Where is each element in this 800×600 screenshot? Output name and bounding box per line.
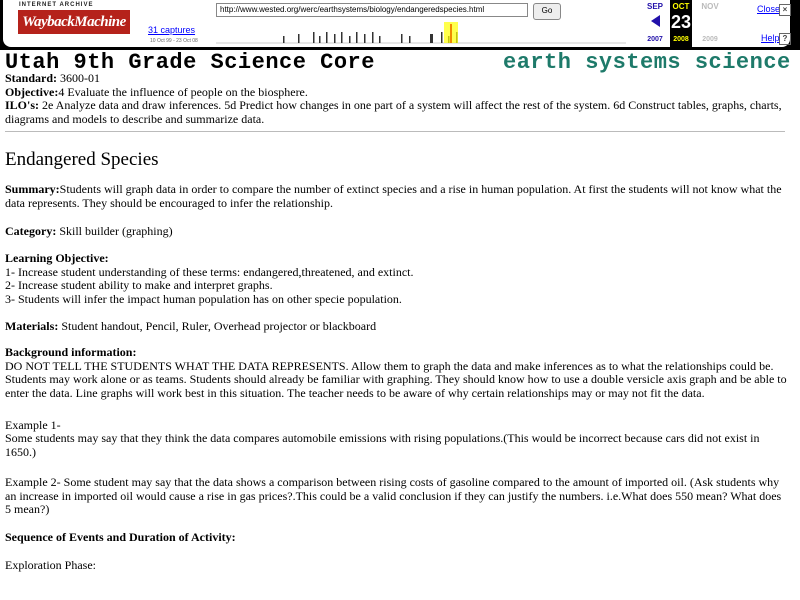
- category-label: Category:: [5, 223, 57, 238]
- learning-item: 3- Students will infer the impact human population has on other specie population.: [5, 291, 402, 306]
- current-year: 2008: [673, 36, 689, 43]
- prev-year-link[interactable]: 2007: [647, 36, 663, 43]
- ilo-value: 2e Analyze data and draw inferences. 5d Predict how changes in one part of a system will affect the rest of the system. 6d Construct tables, graphs, charts, diagrams and models to describe and summarize data.: [5, 98, 782, 126]
- learning-objective: [5, 252, 790, 266]
- ilo-line: [5, 99, 790, 126]
- objective-line: [5, 86, 790, 100]
- materials-text: Student handout, Pencil, Ruler, Overhead projector or blackboard: [58, 318, 377, 333]
- wayback-toolbar-panel: [3, 0, 790, 47]
- example1-title: Example 1-: [5, 417, 61, 432]
- exploration-heading: Exploration Phase:: [5, 557, 96, 572]
- background-text: DO NOT TELL THE STUDENTS WHAT THE DATA REPRESENTS. Allow them to graph the data and make inferences as to what the relationships could be. Students may work alone or as teams. Students should already be familiar with graphing. They should know how to use a double versicle axis graph and be able to enter the data. Line graphs will work best in this situation. The teacher needs to be aware of why certain relationships may or may not fit the data.: [5, 358, 787, 400]
- captures-link[interactable]: 31 captures: [148, 25, 196, 35]
- summary-text: Students will graph data in order to compare the number of extinct species and a rise in human population. At first the students will not know what the data represents. They should be encouraged to infer the relationship.: [5, 182, 782, 210]
- next-month: NOV: [701, 2, 719, 11]
- next-year: 2009: [702, 36, 718, 43]
- url-input[interactable]: [216, 3, 528, 17]
- standard-label: Standard:: [5, 71, 58, 85]
- archive-label: INTERNET ARCHIVE: [19, 2, 94, 8]
- go-button[interactable]: Go: [533, 3, 561, 20]
- standard-value: 3600-01: [57, 71, 101, 85]
- summary: [5, 183, 790, 210]
- sequence-label: Sequence of Events and Duration of Activity:: [5, 530, 236, 545]
- help-link[interactable]: Help: [761, 33, 780, 43]
- capture-sparkline[interactable]: [216, 22, 626, 44]
- wayback-toolbar: [0, 0, 800, 50]
- example2-text: Example 2- Some student may say that the data shows a comparison between rising costs of gasoline compared to the amount of imported oil. (Ask students why an increase in imported oil would cause a rise in gas prices?.This could be a valid conclusion if they can justify the numbers. i.e.What does 550 mean? What does 5 mean?): [5, 475, 782, 517]
- learning-item: 2- Increase student ability to make and interpret graphs.: [5, 278, 273, 293]
- page-heading: Endangered Species: [5, 149, 159, 171]
- summary-label: Summary:: [5, 182, 60, 197]
- page-content: [5, 72, 790, 572]
- captures-range: 10 Oct 99 - 23 Oct 08: [150, 38, 198, 44]
- site-subtitle: earth systems science: [503, 50, 791, 75]
- objective-value: 4 Evaluate the influence of people on the biosphere.: [58, 84, 308, 99]
- current-month: OCT: [670, 0, 692, 47]
- category: [5, 225, 790, 239]
- current-day: 23: [670, 12, 692, 32]
- background-heading: [5, 346, 790, 360]
- prev-capture-arrow-icon[interactable]: [651, 15, 660, 27]
- prev-month-link[interactable]: SEP: [646, 2, 663, 11]
- example1-text: Some students may say that they think the data compares automobile emissions with rising populations.(This would be incorrect because cars did not exist in 1650.): [5, 431, 760, 459]
- sequence-heading: [5, 531, 790, 545]
- close-icon[interactable]: ×: [779, 4, 791, 16]
- background-label: Background information:: [5, 345, 137, 360]
- materials: [5, 320, 790, 334]
- materials-label: Materials:: [5, 318, 59, 333]
- help-icon[interactable]: ?: [779, 33, 791, 45]
- close-link[interactable]: Close: [757, 4, 781, 14]
- category-text: Skill builder (graphing): [56, 223, 173, 238]
- wayback-logo[interactable]: WaybackMachine: [18, 10, 130, 34]
- divider: [5, 131, 785, 132]
- ilo-label: ILO's:: [5, 98, 40, 113]
- learning-item: 1- Increase student understanding of these terms: endangered,threatened, and extinct.: [5, 264, 414, 279]
- site-title: Utah 9th Grade Science Core: [5, 50, 375, 75]
- objective-label: Objective:: [5, 84, 59, 99]
- learning-label: Learning Objective:: [5, 251, 109, 266]
- standard-line: [5, 72, 790, 86]
